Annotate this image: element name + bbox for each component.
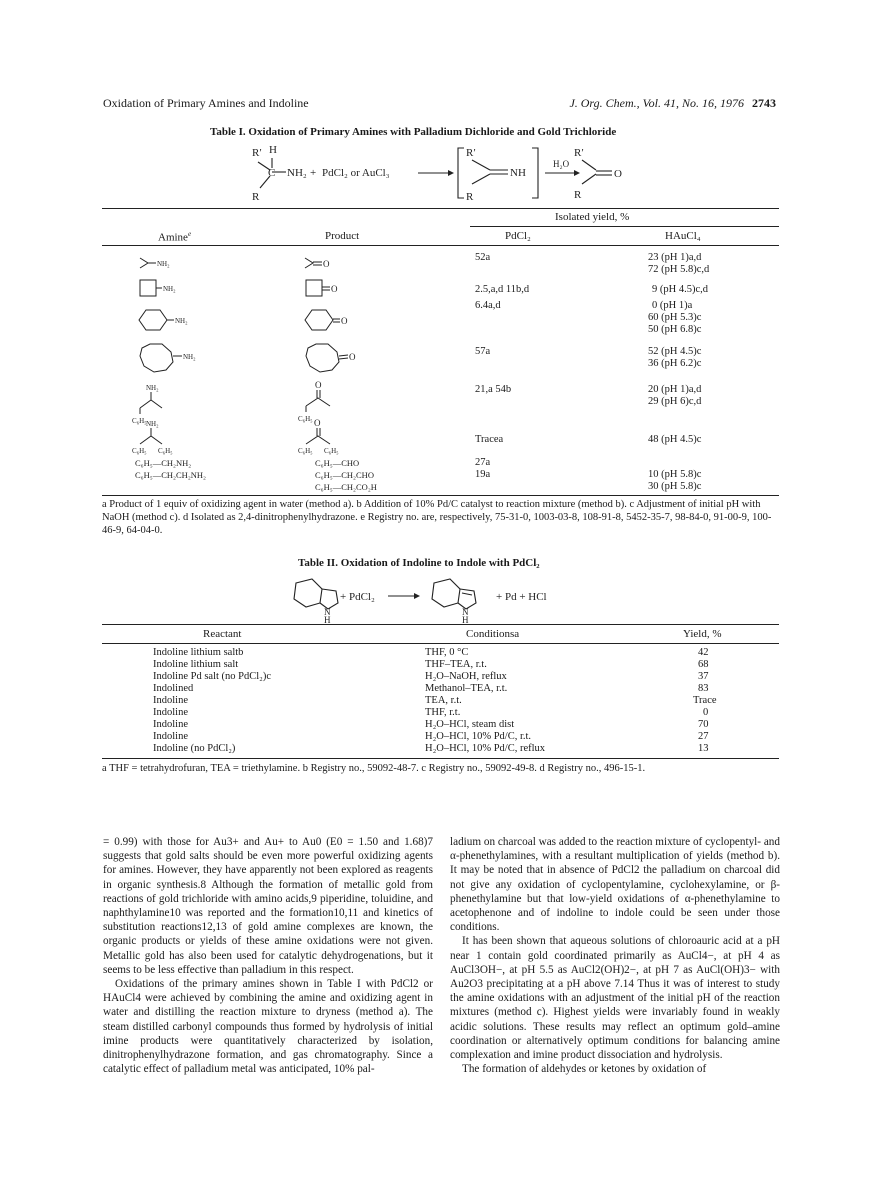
water-label: H₂O (553, 159, 570, 169)
svg-text:H: H (269, 144, 277, 156)
nh2-label: NH₂ (287, 167, 307, 179)
t1-r5-au-2: 29 (pH 6)c,d (648, 396, 702, 407)
t1-r7-pd: 27a (475, 457, 491, 468)
t2-r9-reactant: Indoline (no PdCl₂) (153, 743, 236, 754)
svg-text:C₆H₅: C₆H₅ (298, 447, 313, 455)
table2-footnote: a THF = tetrahydrofuran, TEA = triethylamine. b Registry no., 59092-48-7. c Registry no., 59092-49-8. d Registry no., 496-15-1. (102, 763, 646, 774)
svg-text:R: R (252, 191, 260, 203)
t2-r3-conditions: H₂O–NaOH, reflux (425, 671, 507, 682)
table2-bottom-rule (102, 758, 779, 759)
t1-r3-pd: 6.4a,d (475, 300, 501, 311)
t2-r1-conditions: THF, 0 °C (425, 647, 469, 658)
svg-text:O: O (341, 316, 348, 326)
t1-r4-au-1: 52 (pH 4.5)c (648, 346, 702, 357)
t1-r9-au-1: 30 (pH 5.8)c (648, 481, 702, 492)
t1-r8-product: C₆H₅—CH₂CHO (315, 470, 374, 480)
svg-text:NH₂: NH₂ (146, 420, 159, 428)
table1-col-haucl4: HAuCl₄ (665, 230, 701, 242)
running-header: Oxidation of Primary Amines and Indoline (103, 96, 309, 110)
t1-r8-au-1: 10 (pH 5.8)c (648, 469, 702, 480)
table1-top-rule (102, 208, 779, 209)
svg-text:O: O (315, 380, 322, 390)
t1-r4-au-2: 36 (pH 6.2)c (648, 358, 702, 369)
t2-r4-conditions: Methanol–TEA, r.t. (425, 683, 508, 694)
t2-r5-yield: Trace (693, 695, 717, 706)
t2-r8-conditions: H₂O–HCl, 10% Pd/C, r.t. (425, 731, 532, 742)
table2-reaction-scheme (284, 575, 614, 623)
table2-top-rule (102, 624, 779, 625)
scheme-plus-pdcl2: + PdCl₂ (340, 591, 375, 603)
t2-r3-reactant: Indoline Pd salt (no PdCl₂)c (153, 671, 271, 682)
svg-text:R: R (466, 191, 474, 203)
t2-r6-conditions: THF, r.t. (425, 707, 461, 718)
svg-text:NH₂: NH₂ (146, 384, 159, 392)
table1-bottom-rule (102, 495, 779, 496)
svg-text:R′: R′ (466, 147, 476, 159)
svg-text:O: O (331, 284, 338, 294)
t2-r4-yield: 83 (698, 683, 709, 694)
svg-text:C: C (268, 167, 276, 179)
t1-r6-pd: Tracea (475, 434, 504, 445)
scheme-h1: H (324, 615, 331, 623)
svg-text:R′: R′ (252, 147, 262, 159)
svg-text:NH₂: NH₂ (163, 285, 176, 293)
t1-r3-au-1: 0 (pH 1)a (652, 300, 693, 311)
body-right-column (450, 835, 780, 1076)
table1-header-rule (102, 245, 779, 246)
svg-text:O: O (349, 352, 356, 362)
t1-r7-amine: C₆H₅—CH₂NH₂ (135, 458, 192, 468)
journal-citation (569, 96, 776, 111)
t2-r9-conditions: H₂O–HCl, 10% Pd/C, reflux (425, 743, 546, 754)
table2-col-reactant: Reactant (203, 628, 242, 640)
table1-caption: Table I. Oxidation of Primary Amines with Palladium Dichloride and Gold Trichloride (210, 126, 617, 138)
t2-r6-yield: 0 (703, 707, 709, 718)
page-number: 2743 (752, 96, 776, 110)
table1-reaction-scheme (240, 140, 640, 206)
t2-r7-conditions: H₂O–HCl, steam dist (425, 719, 515, 730)
svg-text:C₆H₅: C₆H₅ (158, 447, 173, 455)
table1-footnote: a Product of 1 equiv of oxidizing agent in water (method a). b Addition of 10% Pd/C catalyst to reaction mixture (method b). c Adjustment of initial pH with NaOH (method c). d Isolated as 2,4-dinitrophenylhydrazone. e Registry no. are, respectively, 75-31-0, 1003-03-8, 108-91-8, 5452-35-7, 98-84-0, 91-00-9, 100-46-9, 64-04-0. (102, 499, 772, 536)
t1-r5-au-1: 20 (pH 1)a,d (648, 384, 702, 395)
body-paragraph: The formation of aldehydes or ketones by oxidation of (462, 1063, 707, 1076)
svg-text:O: O (323, 259, 330, 269)
body-paragraph: It has been shown that aqueous solutions of chloroauric acid at a pH near 1 contain gold coordinated primarily as AuCl4−, at pH 4 as AuCl3OH−, at pH 5.5 as AuCl2(OH)2−, at pH 7 as AuCl(OH)3− with Au2O3 precipitating at a pH above 7.14 Thus it was of interest to study the amine oxidations with an adjustment of the initial pH of the reaction mixtures (method c). Highest yields were invariably found in weakly acidic solutions. These results may reflect an optimum gold–amine coordination or alternatively optimum conditions for balancing amine complexation and imine product dissociation and hydrolysis. (450, 935, 780, 1062)
svg-text:O: O (614, 168, 622, 180)
svg-text:R: R (574, 189, 582, 201)
svg-text:C₆H₅: C₆H₅ (132, 417, 147, 425)
t2-r2-yield: 68 (698, 659, 709, 670)
table1-col-product: Product (325, 230, 360, 242)
t1-r1-au-1: 23 (pH 1)a,d (648, 252, 702, 263)
table2-col-yield: Yield, % (683, 628, 722, 640)
t2-r7-reactant: Indoline (153, 719, 188, 730)
t2-r8-yield: 27 (698, 731, 709, 742)
svg-text:O: O (314, 418, 321, 428)
t1-r4-pd: 57a (475, 346, 491, 357)
body-left-column (103, 835, 433, 1076)
t2-r5-conditions: TEA, r.t. (425, 695, 462, 706)
reagents-label: PdCl₂ or AuCl₃ (322, 167, 390, 179)
svg-text:R′: R′ (574, 147, 584, 159)
t1-r1-au-2: 72 (pH 5.8)c,d (648, 264, 710, 275)
t1-r8-amine: C₆H₅—CH₂CH₂NH₂ (135, 470, 207, 480)
t1-r2-pd: 2.5,a,d 11b,d (475, 284, 530, 295)
scheme-h2: H (462, 615, 469, 623)
body-paragraph: = 0.99) with those for Au3+ and Au+ to Au0 (E0 = 1.50 and 1.68)7 suggests that gold salts should be even more powerful oxidizing agents for amines. However, they have apparently not been explored as reagents in organic synthesis.8 Although the formation of metallic gold from reactions of gold trichloride with amino acids,9 piperidine, toluidine, and naphthylamine10 was reported and the formation10,11 and kinetics of substitution reactions12,13 of gold amine complexes are known, the organic products or yields of these amine oxidations were not given. Metallic gold has also been used for catalytic dehydrogenations, but it seems to be less effective than palladium in this respect. (103, 836, 433, 976)
t2-r7-yield: 70 (698, 719, 709, 730)
t1-r3-au-2: 60 (pH 5.3)c (648, 312, 702, 323)
t2-r8-reactant: Indoline (153, 731, 188, 742)
table2-header-rule (102, 643, 779, 644)
table1-col-amine: Amine$^e$ (158, 230, 192, 244)
t2-r1-reactant: Indoline lithium saltb (153, 647, 244, 658)
svg-text:NH₂: NH₂ (175, 317, 188, 325)
t2-r6-reactant: Indoline (153, 707, 188, 718)
svg-text:C₆H₅: C₆H₅ (132, 447, 147, 455)
t1-r5-pd: 21,a 54b (475, 384, 512, 395)
table1-spanner-rule (470, 226, 779, 227)
t1-r9-product: C₆H₅—CH₂CO₂H (315, 482, 377, 492)
t1-r6-au-1: 48 (pH 4.5)c (648, 434, 702, 445)
table2-caption: Table II. Oxidation of Indoline to Indole with PdCl₂ (298, 557, 540, 569)
svg-text:C₆H₅: C₆H₅ (298, 415, 313, 423)
svg-text:NH₂: NH₂ (183, 353, 196, 361)
t2-r3-yield: 37 (698, 671, 709, 682)
table2-col-conditions: Conditionsa (466, 628, 520, 640)
t2-r5-reactant: Indoline (153, 695, 188, 706)
scheme-n1: N (324, 607, 331, 617)
scheme-plus-pd-hcl: + Pd + HCl (496, 591, 547, 603)
table1-spanner: Isolated yield, % (555, 211, 630, 223)
body-paragraph: ladium on charcoal was added to the reaction mixture of cyclopentyl- and α-phenethylamines, with a resultant multiplication of yields (method b). It may be noted that in absence of PdCl2 the palladium on charcoal did not give any oxidation of cyclopentylamine, cyclohexylamine, or β-phenethylamine but that low-yield oxidations of α-phenethylamine to acetophenone and of indoline to indole could be seen under those conditions. (450, 836, 780, 934)
t1-r2-au-1: 9 (pH 4.5)c,d (652, 284, 708, 295)
t1-r3-au-3: 50 (pH 6.8)c (648, 324, 702, 335)
svg-text:NH₂: NH₂ (157, 260, 170, 268)
t2-r9-yield: 13 (698, 743, 709, 754)
table1-col-pdcl2: PdCl₂ (505, 230, 531, 242)
t2-r1-yield: 42 (698, 647, 709, 658)
body-paragraph: Oxidations of the primary amines shown in Table I with PdCl2 or HAuCl4 were achieved by combining the amine and oxidizing agent in water and distilling the reaction mixture to dryness (method a). The steam distilled carbonyl compounds thus formed by hydrolysis of initial imine products were quantitatively characterized by isolation, dinitrophenylhydrazone formation, and gas chromatography. Since a catalytic effect of palladium metal was anticipated, 10% pal- (103, 978, 433, 1076)
t2-r2-reactant: Indoline lithium salt (153, 659, 239, 670)
t2-r2-conditions: THF–TEA, r.t. (425, 659, 487, 670)
t1-r8-pd: 19a (475, 469, 491, 480)
svg-text:C₆H₅: C₆H₅ (324, 447, 339, 455)
t2-r4-reactant: Indolined (153, 683, 194, 694)
reaction-plus: + (310, 167, 317, 179)
t1-r7-product: C₆H₅—CHO (315, 458, 360, 468)
t1-r1-pd: 52a (475, 252, 491, 263)
svg-text:NH: NH (510, 167, 526, 179)
scheme-n2: N (462, 607, 469, 617)
journal-name: J. Org. Chem., Vol. 41, No. 16, 1976 (569, 96, 744, 110)
